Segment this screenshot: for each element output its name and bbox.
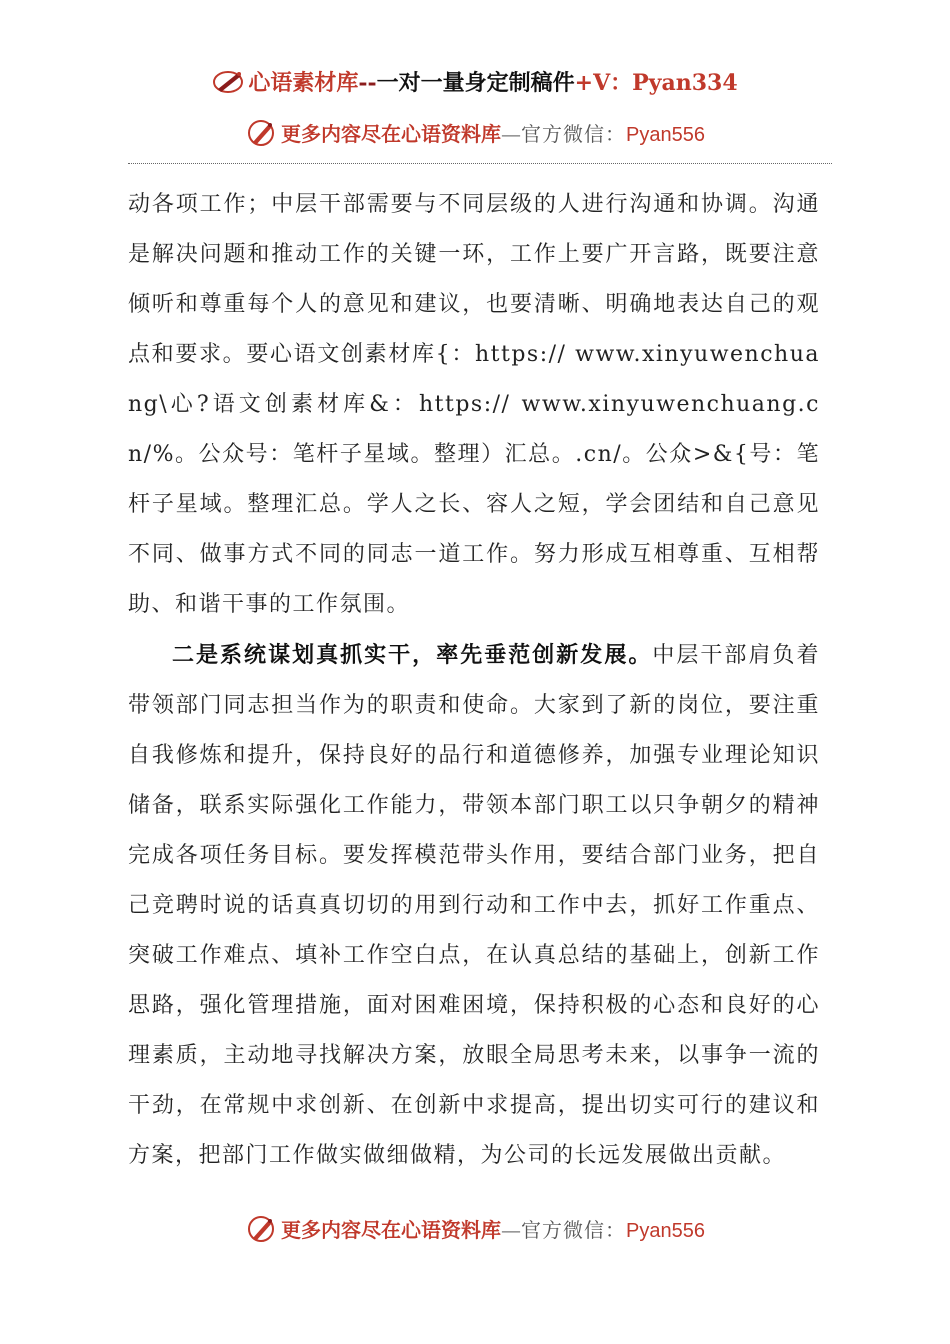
- promo-text: 更多内容尽在心语资料库: [281, 1218, 502, 1242]
- wechat-id: Pyan556: [626, 1220, 705, 1242]
- promo-text: 更多内容尽在心语资料库: [281, 122, 502, 146]
- promo-banner-bottom: [0, 1214, 950, 1249]
- paragraph-2-heading: 二是系统谋划真抓实干，率先垂范创新发展。: [172, 642, 653, 668]
- wechat-label: 官方微信：: [521, 1218, 627, 1242]
- wechat-id: Pyan556: [626, 124, 705, 146]
- pen-logo-icon: [212, 67, 246, 101]
- document-body: [128, 180, 820, 1181]
- promo-separator: —: [501, 1218, 522, 1242]
- paragraph-2-text: 中层干部肩负着带领部门同志担当作为的职责和使命。大家到了新的岗位，要注重自我修炼和提升，保持良好的品行和道德修养，加强专业理论知识储备，联系实际强化工作能力，带领本部门职工以只争朝夕的精神完成各项任务目标。要发挥模范带头作用，要结合部门业务，把自己竞聘时说的话真真切切的用到行动和工作中去，抓好工作重点、突破工作难点、填补工作空白点，在认真总结的基础上，创新工作思路，强化管理措施，面对困难困境，保持积极的心态和良好的心理素质，主动地寻找解决方案，放眼全局思考未来，以事争一流的干劲，在常规中求创新、在创新中求提高，提出切实可行的建议和方案，把部门工作做实做细做精，为公司的长远发展做出贡献。: [128, 643, 820, 1168]
- header-divider: [128, 163, 832, 164]
- brand-name: 心语素材库: [248, 70, 359, 96]
- paragraph-2: [128, 630, 820, 1181]
- header-contact: +V：Pyan334: [574, 70, 738, 96]
- header-slogan: 一对一量身定制稿件: [376, 70, 575, 96]
- header-dash: --: [358, 70, 377, 96]
- pen-logo-icon: [245, 118, 279, 153]
- page-header: [0, 66, 950, 101]
- wechat-label: 官方微信：: [521, 122, 627, 146]
- promo-banner-top: [0, 118, 950, 153]
- paragraph-1: 动各项工作；中层干部需要与不同层级的人进行沟通和协调。沟通是解决问题和推动工作的关键一环，工作上要广开言路，既要注意倾听和尊重每个人的意见和建议，也要清晰、明确地表达自己的观点和要求。要心语文创素材库{：https:// www.xinyuwenchuang\心?语文创素材库&：https:// www.xinyuwenchuang.cn/%。公众号：笔杆子星域。整理）汇总。.cn/。公众>&{号：笔杆子星域。整理汇总。学人之长、容人之短，学会团结和自己意见不同、做事方式不同的同志一道工作。努力形成互相尊重、互相帮助、和谐干事的工作氛围。: [128, 192, 820, 617]
- promo-separator: —: [501, 122, 522, 146]
- pen-logo-icon: [245, 1214, 279, 1249]
